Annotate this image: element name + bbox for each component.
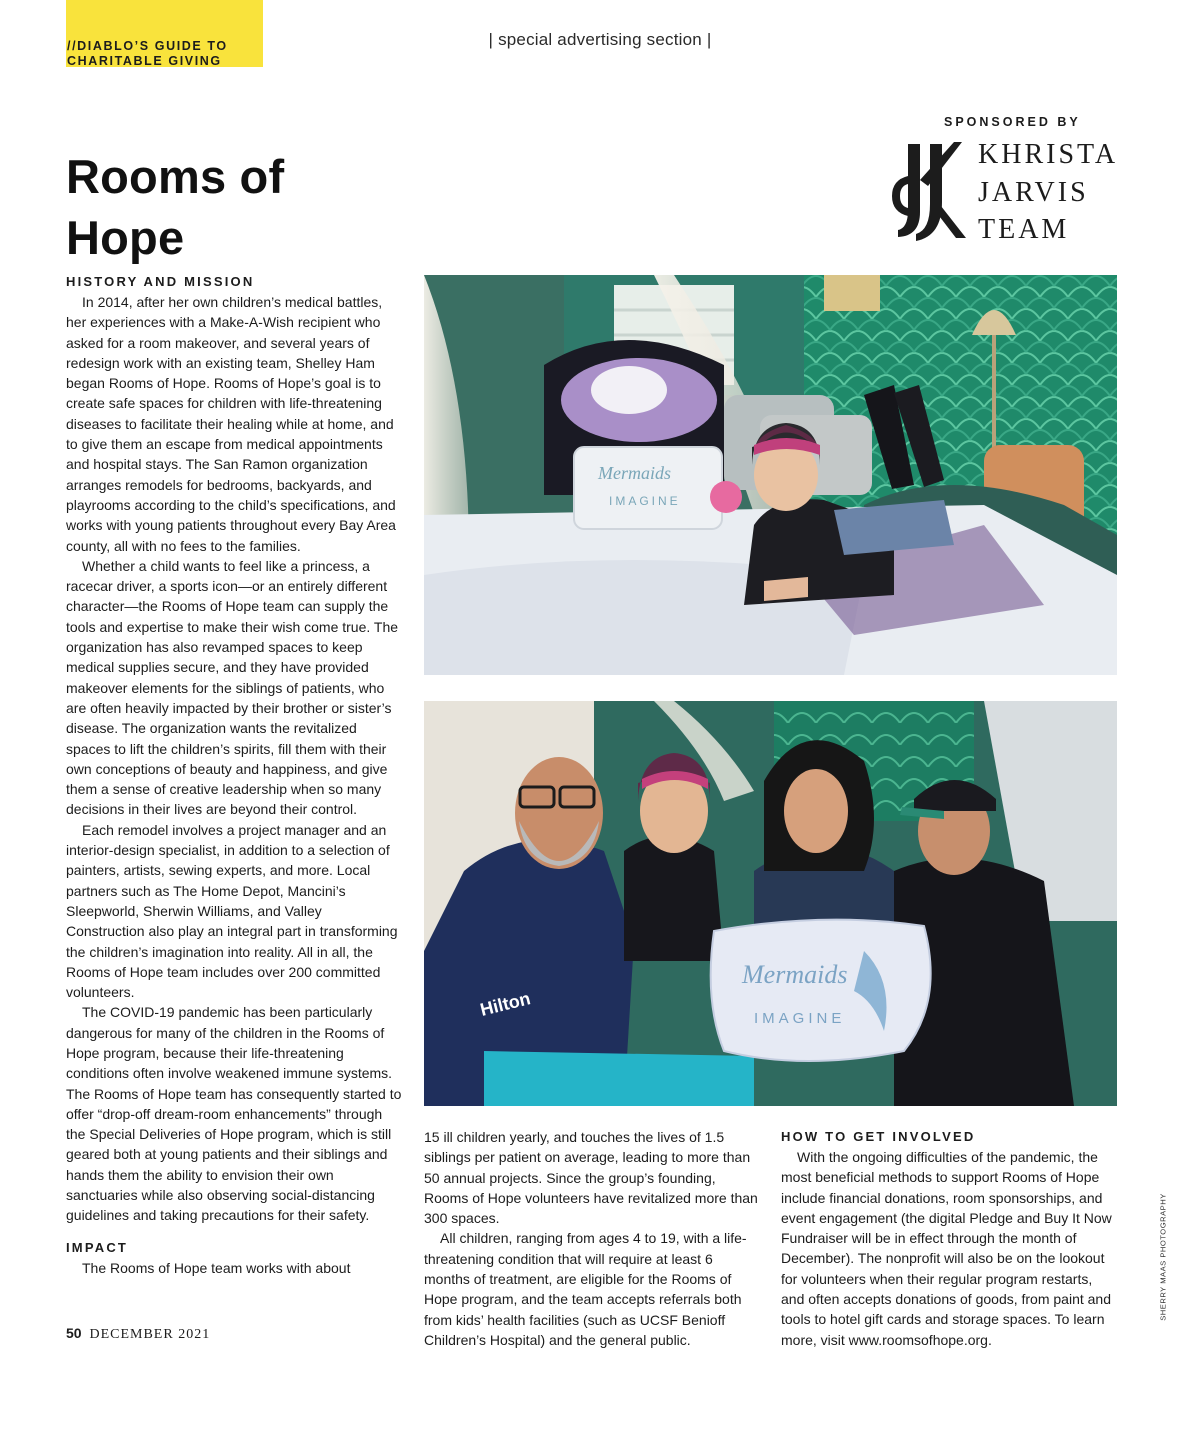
article-column-1 bbox=[66, 272, 402, 1278]
body-paragraph: All children, ranging from ages 4 to 19, with a life-threatening condition that will require at least 6 months of treatment, are eligible for the Rooms of Hope program, and the team accepts referrals both from kids’ health facilities (such as UCSF Benioff Children’s Hospital) and the general public. bbox=[424, 1230, 747, 1348]
article-title: Rooms of Hope bbox=[66, 150, 285, 264]
article-column-3 bbox=[781, 1127, 1119, 1350]
body-paragraph: Each remodel involves a project manager and an interior-design specialist, in addition to a selection of painters, artists, sewing experts, and more. Local partners such as The Home Depot, Mancini’s Sleepworld, Sherwin Williams, and Valley Construction also play an integral part in transforming the children’s imagination into reality. All in all, the Rooms of Hope team includes over 200 committed volunteers. bbox=[66, 821, 398, 1001]
body-paragraph: The COVID-19 pandemic has been particularly dangerous for many of the children in the Rooms of Hope program, because their life-threatening conditions often involve weakened immune systems. The Rooms of Hope team has consequently started to offer “drop-off dream-room enhancements” through the Special Deliveries of Hope program, which is still geared both at young patients and their siblings and hands them the ability to envision their own sanctuaries while also observing social-distancing guidelines and taking precautions for their safety. bbox=[66, 1004, 402, 1224]
body-paragraph: 15 ill children yearly, and touches the lives of 1.5 siblings per patient on average, leading to more than 50 annual projects. Since the group’s founding, Rooms of Hope volunteers have revitalized more than 300 spaces. bbox=[424, 1129, 758, 1227]
bedroom-photo bbox=[424, 275, 1117, 675]
article-column-2 bbox=[424, 1127, 759, 1350]
page-footer bbox=[66, 1325, 210, 1343]
body-paragraph: Whether a child wants to feel like a princess, a racecar driver, a sports icon—or an entirely different character—the Rooms of Hope team can supply the tools and expertise to make their wish come true. The organization has also revamped spaces to keep medical supplies secure, and they have provided makeover elements for the siblings of patients, who are often heavily impacted by their brother or sister’s disease. The organization wants the revitalized spaces to lift the children’s spirits, fill them with their own conceptions of beauty and happiness, and give them a sense of creative leadership when so many decisions in their lives are beyond their control. bbox=[66, 557, 399, 818]
family-photo bbox=[424, 701, 1117, 1106]
sponsored-by-label: SPONSORED BY bbox=[944, 115, 1081, 129]
body-paragraph: With the ongoing difficulties of the pandemic, the most beneficial methods to support Rooms of Hope include financial donations, room sponsorships, and event engagement (the digital Pledge and Buy It Now Fundraiser will be in effect through the month of December). The nonprofit will also be on the lookout for volunteers when their regular program restarts, and often accepts donations of goods, from paint and tools to hotel gift cards and storage spaces. To learn more, visit www.roomsofhope.org. bbox=[781, 1149, 1112, 1348]
sponsor-logo-line: TEAM bbox=[978, 214, 1070, 245]
how-to-get-involved-heading: HOW TO GET INVOLVED bbox=[781, 1129, 976, 1144]
body-paragraph: The Rooms of Hope team works with about bbox=[82, 1259, 351, 1276]
pillow-caption-text: IMAGINE bbox=[609, 494, 681, 508]
shirt-logo-text: Hilton bbox=[478, 988, 533, 1020]
photo-credit-text: SHERRY MAAS PHOTOGRAPHY bbox=[1158, 1193, 1168, 1321]
photo-credit bbox=[1156, 1193, 1170, 1321]
pillow-caption-text: IMAGINE bbox=[754, 1010, 846, 1027]
pillow-script-text: Mermaids bbox=[742, 960, 848, 989]
sponsor-logo-line: KHRISTA bbox=[978, 139, 1119, 170]
body-paragraph: In 2014, after her own children’s medical battles, her experiences with a Make-A-Wish recipient who asked for a room makeover, and several years of redesign work with an existing team, Shelley Ham began Rooms of Hope. Rooms of Hope’s goal is to create safe spaces for children with life-threatening diseases to facilitate their healing while at home, and to give them an escape from medical appointments and hospital stays. The San Ramon organization arranges remodels for bedrooms, backyards, and playrooms according to the child’s specifications, and works with young patients throughout every Bay Area county, all with no fees to the families. bbox=[66, 294, 396, 554]
section-kicker: //DIABLO’S GUIDE TO CHARITABLE GIVING bbox=[67, 39, 228, 68]
page-number: 50 bbox=[66, 1325, 82, 1341]
sponsor-logo-line: JARVIS bbox=[978, 176, 1089, 208]
pillow-script-text: Mermaids bbox=[598, 463, 671, 483]
advertising-section-label: | special advertising section | bbox=[488, 30, 712, 49]
sponsor-logo-wordmark bbox=[978, 136, 1148, 249]
impact-heading: IMPACT bbox=[66, 1239, 129, 1255]
sponsor-logo-mark bbox=[890, 140, 970, 242]
issue-date: DECEMBER 2021 bbox=[89, 1327, 211, 1342]
history-heading: HISTORY AND MISSION bbox=[66, 274, 255, 289]
